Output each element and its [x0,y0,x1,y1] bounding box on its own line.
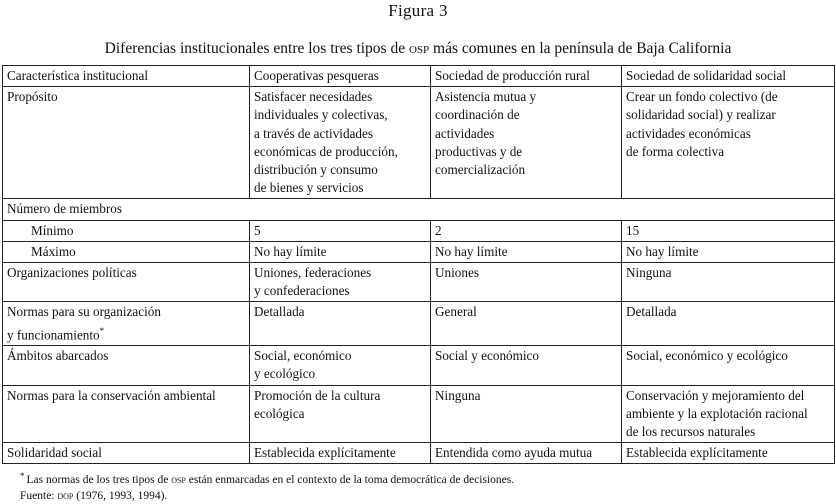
institutional-differences-table [2,65,835,464]
table-cell: Establecida explícitamente [622,443,835,464]
source-abbreviation: dop [57,490,74,502]
table-cell: Establecida explícitamente [250,443,431,464]
row-label: Mínimo [3,220,250,241]
row-label-text: Normas para su organización y funcionamiento [7,304,161,343]
row-label: Organizaciones políticas [3,263,250,302]
table-caption [0,40,836,58]
caption-text-start: Diferencias institucionales entre los tres tipos de [104,40,409,57]
row-label: Máximo [3,241,250,262]
footnote [20,468,514,488]
table-cell: Entendida como ayuda mutua [431,443,622,464]
table-cell: Detallada [622,302,835,346]
row-label: Propósito [3,87,250,199]
table-cell: 2 [431,220,622,241]
table-cell: Social, económico y ecológico [250,346,431,385]
table-cell: Uniones [431,263,622,302]
footnote-text-start: Las normas de los tres tipos de [26,474,172,486]
header-cell-solidaridad-social: Sociedad de solidaridad social [622,66,835,87]
table-row-minimo [3,220,835,241]
table-cell: 15 [622,220,835,241]
table-row-ambitos [3,346,835,385]
table-row-organizaciones [3,263,835,302]
table-row-solidaridad [3,443,835,464]
table-cell: Uniones, federaciones y confederaciones [250,263,431,302]
table-cell: Crear un fondo colectivo (de solidaridad social) y realizar actividades económicas de forma colectiva [622,87,835,199]
table-row-maximo [3,241,835,262]
table-cell: Ninguna [622,263,835,302]
row-label: Número de miembros [3,199,835,220]
footnote-text-end: están enmarcadas en el contexto de la toma democrática de decisiones. [185,474,515,486]
footnote-mark: * [20,471,25,481]
row-label [3,302,250,346]
table-notes [20,468,514,504]
table-cell: 5 [250,220,431,241]
table-cell: Promoción de la cultura ecológica [250,385,431,443]
header-row [3,66,835,87]
table-cell: Conservación y mejoramiento del ambiente y la explotación racional de los recursos naturales [622,385,835,443]
row-label: Normas para la conservación ambiental [3,385,250,443]
footnote-abbreviation: osp [171,474,186,486]
table-cell: Satisfacer necesidades individuales y colectivas, a través de actividades económicas de producción, distribución y consumo de bienes y servicios [250,87,431,199]
table-cell: Social, económico y ecológico [622,346,835,385]
table-cell: No hay límite [250,241,431,262]
table-row-normas-organizacion [3,302,835,346]
table-cell: No hay límite [622,241,835,262]
source-text-end: (1976, 1993, 1994). [73,490,168,502]
footnote-marker: * [99,325,105,336]
table-cell: No hay límite [431,241,622,262]
table-cell: Social y económico [431,346,622,385]
source-text-start: Fuente: [20,490,58,502]
caption-abbreviation: osp [408,40,430,57]
table-cell: Ninguna [431,385,622,443]
figure-label: Figura 3 [388,1,448,20]
header-cell-cooperativas: Cooperativas pesqueras [250,66,431,87]
caption-text-end: más comunes en la península de Baja California [429,40,732,57]
header-cell-characteristic: Característica institucional [3,66,250,87]
table-cell: Detallada [250,302,431,346]
table-cell: General [431,302,622,346]
table-row-numero-miembros [3,199,835,220]
table-row-normas-ambientales [3,385,835,443]
table-row-proposito [3,87,835,199]
table-cell: Asistencia mutua y coordinación de actividades productivas y de comercialización [431,87,622,199]
row-label: Ámbitos abarcados [3,346,250,385]
row-label: Solidaridad social [3,443,250,464]
header-cell-produccion-rural: Sociedad de producción rural [431,66,622,87]
